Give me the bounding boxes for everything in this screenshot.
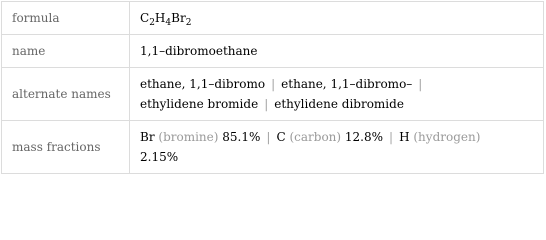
formula-subscript: 2 [149,18,155,28]
mass-percent: 2.15% [140,150,179,164]
separator: | [264,97,269,111]
mass-percent: 85.1% [222,130,261,144]
mass-percent: 12.8% [344,130,384,144]
separator: | [418,77,423,91]
alternate-name: ethylidene dibromide [274,97,404,111]
formula-value [130,2,544,35]
formula-row [2,2,544,35]
properties-table [1,1,544,174]
mass-fractions-row [2,121,544,174]
name-key: name [2,35,130,68]
element-name: (bromine) [158,130,219,144]
element-symbol: Br [140,130,155,144]
formula-part: Br [171,11,186,25]
element-name: (carbon) [289,130,342,144]
formula-subscript: 4 [165,18,172,28]
formula-key: formula [2,2,130,35]
element-name: (hydrogen) [413,130,481,144]
alternate-name: ethylidene bromide [140,97,259,111]
element-symbol: C [276,130,286,144]
alternate-names-key: alternate names [2,68,130,121]
formula-part: C [140,11,150,25]
separator: | [271,77,276,91]
element-symbol: H [399,130,410,144]
name-row [2,35,544,68]
mass-fractions-key: mass fractions [2,121,130,174]
separator: | [266,130,271,144]
formula-subscript: 2 [185,18,192,28]
alternate-name: ethane, 1,1–dibromo– [281,77,413,91]
alternate-names-value [130,68,544,121]
mass-fractions-value [130,121,544,174]
separator: | [389,130,394,144]
alternate-name: ethane, 1,1–dibromo [140,77,266,91]
formula-part: H [154,11,166,25]
alternate-names-row [2,68,544,121]
name-value: 1,1–dibromoethane [130,35,544,68]
